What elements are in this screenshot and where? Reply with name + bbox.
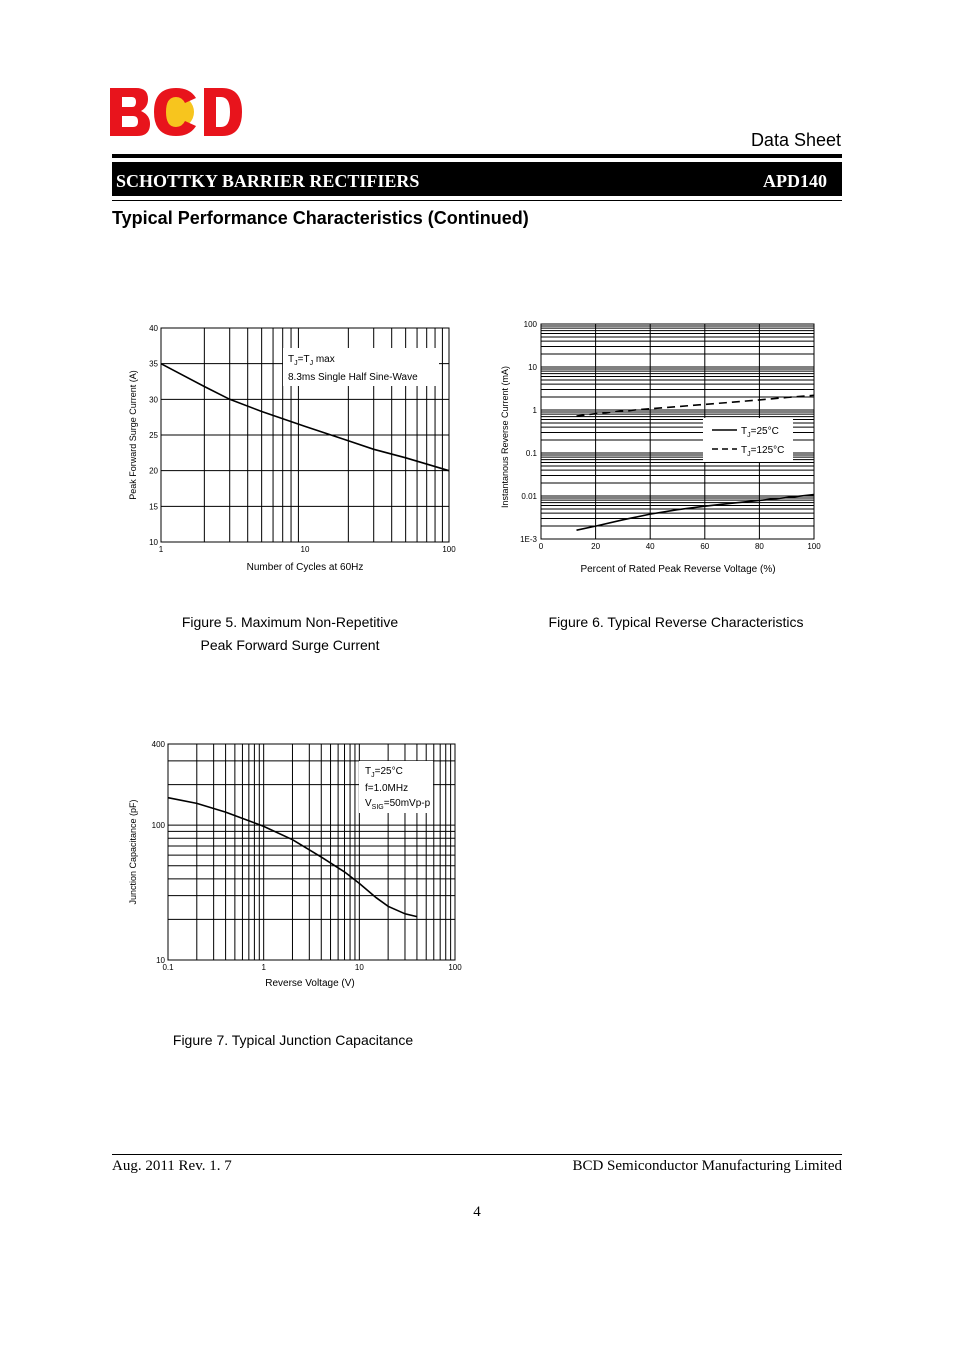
figure-5-caption-line2: Peak Forward Surge Current: [200, 637, 380, 653]
doc-type-label: Data Sheet: [750, 130, 841, 150]
title-bar: [112, 162, 842, 196]
fig5-annotation-line2: 8.3ms Single Half Sine-Wave: [288, 372, 418, 383]
fig7-annotation-line3: $V_{SIG}=50mVp-p$: [365, 798, 431, 811]
fig7-y-axis-label: Junction Capacitance (pF): [128, 799, 138, 905]
footer-company: BCD Semiconductor Manufacturing Limited: [572, 1158, 842, 1174]
fig6-series-125c: [577, 395, 815, 416]
fig5-y-tick-label: 15: [149, 502, 158, 512]
fig5-y-tick-label: 20: [149, 466, 158, 476]
page-number: 4: [473, 1204, 481, 1220]
fig6-x-tick-label: 20: [591, 542, 601, 551]
fig6-x-tick-label: 40: [645, 542, 655, 551]
bcd-logo: [110, 88, 242, 136]
fig6-x-tick-label: 80: [754, 542, 764, 551]
figure-5-caption: [150, 614, 430, 653]
fig6-x-axis-label: Percent of Rated Peak Reverse Voltage (%): [580, 564, 776, 575]
fig6-y-tick-label: 1E-3: [520, 535, 537, 544]
fig7-y-tick-label: 400: [151, 740, 165, 749]
figure-6-chart: [495, 312, 835, 580]
fig6-y-axis-label: Instantanous Reverse Current (mA): [500, 365, 510, 509]
figure-5-chart: [120, 315, 470, 580]
fig5-x-ticks: [159, 545, 456, 554]
part-number: APD140: [763, 171, 827, 191]
fig5-x-tick-label: 100: [442, 545, 456, 554]
fig6-y-tick-label: 100: [523, 320, 537, 329]
fig7-y-ticks: [152, 740, 166, 965]
fig5-y-ticks: [149, 324, 158, 547]
figure-6-caption: Figure 6. Typical Reverse Characteristics: [548, 614, 804, 630]
fig5-x-axis-label: Number of Cycles at 60Hz: [246, 562, 364, 573]
fig6-y-tick-label: 0.1: [525, 449, 537, 458]
fig5-y-axis-label: Peak Forward Surge Current (A): [128, 370, 138, 500]
header-rule: [112, 154, 842, 158]
fig5-x-tick-label: 10: [300, 545, 310, 554]
fig7-x-tick-label: 0.1: [162, 963, 174, 972]
fig5-y-tick-label: 35: [149, 359, 158, 369]
footer-date-revision: Aug. 2011 Rev. 1. 7: [112, 1158, 232, 1174]
fig7-annotation-line1: $T_J=25^\circ C$: [365, 766, 403, 779]
logo-letter-d: [204, 88, 242, 136]
fig7-x-axis-label: Reverse Voltage (V): [265, 978, 355, 989]
fig7-x-tick-label: 100: [448, 963, 462, 972]
fig5-y-tick-label: 10: [149, 538, 158, 547]
fig6-legend-label-25c: $T_J=25^\circ C$: [741, 426, 779, 439]
fig6-x-tick-label: 100: [807, 542, 821, 551]
logo-letter-b: [110, 88, 150, 136]
fig5-annotation-line1: $T_J=T_J$ max: [288, 354, 335, 367]
title-underline: [112, 200, 842, 201]
fig5-y-tick-label: 30: [149, 395, 158, 405]
fig6-x-ticks: [539, 542, 821, 551]
fig6-x-tick-label: 0: [538, 542, 544, 551]
fig7-annotation-line2: f=1.0MHz: [365, 783, 409, 794]
fig6-x-tick-label: 60: [700, 542, 710, 551]
fig7-y-tick-label: 100: [151, 821, 165, 831]
fig6-y-tick-label: 1: [532, 406, 537, 415]
fig5-y-tick-label: 40: [149, 324, 158, 333]
product-family: SCHOTTKY BARRIER RECTIFIERS: [116, 171, 420, 191]
fig7-x-tick-label: 1: [261, 963, 266, 972]
fig6-y-tick-label: 10: [528, 363, 537, 372]
fig7-x-tick-label: 10: [354, 963, 364, 972]
footer-rule: [112, 1154, 842, 1155]
fig6-y-tick-label: 0.01: [521, 492, 537, 501]
figure-7-caption: Figure 7. Typical Junction Capacitance: [172, 1032, 414, 1048]
figure-5-caption-line1: Figure 5. Maximum Non-Repetitive: [181, 614, 399, 630]
fig7-x-ticks: [162, 963, 462, 972]
section-title: Typical Performance Characteristics (Continued): [112, 208, 529, 228]
fig5-y-tick-label: 25: [149, 431, 158, 440]
fig5-x-tick-label: 1: [158, 545, 164, 554]
figure-7-chart: [120, 735, 470, 997]
fig6-y-ticks: [520, 320, 537, 544]
fig7-y-tick-label: 10: [156, 956, 165, 965]
fig6-legend-label-125c: $T_J=125^\circ C$: [741, 445, 785, 458]
